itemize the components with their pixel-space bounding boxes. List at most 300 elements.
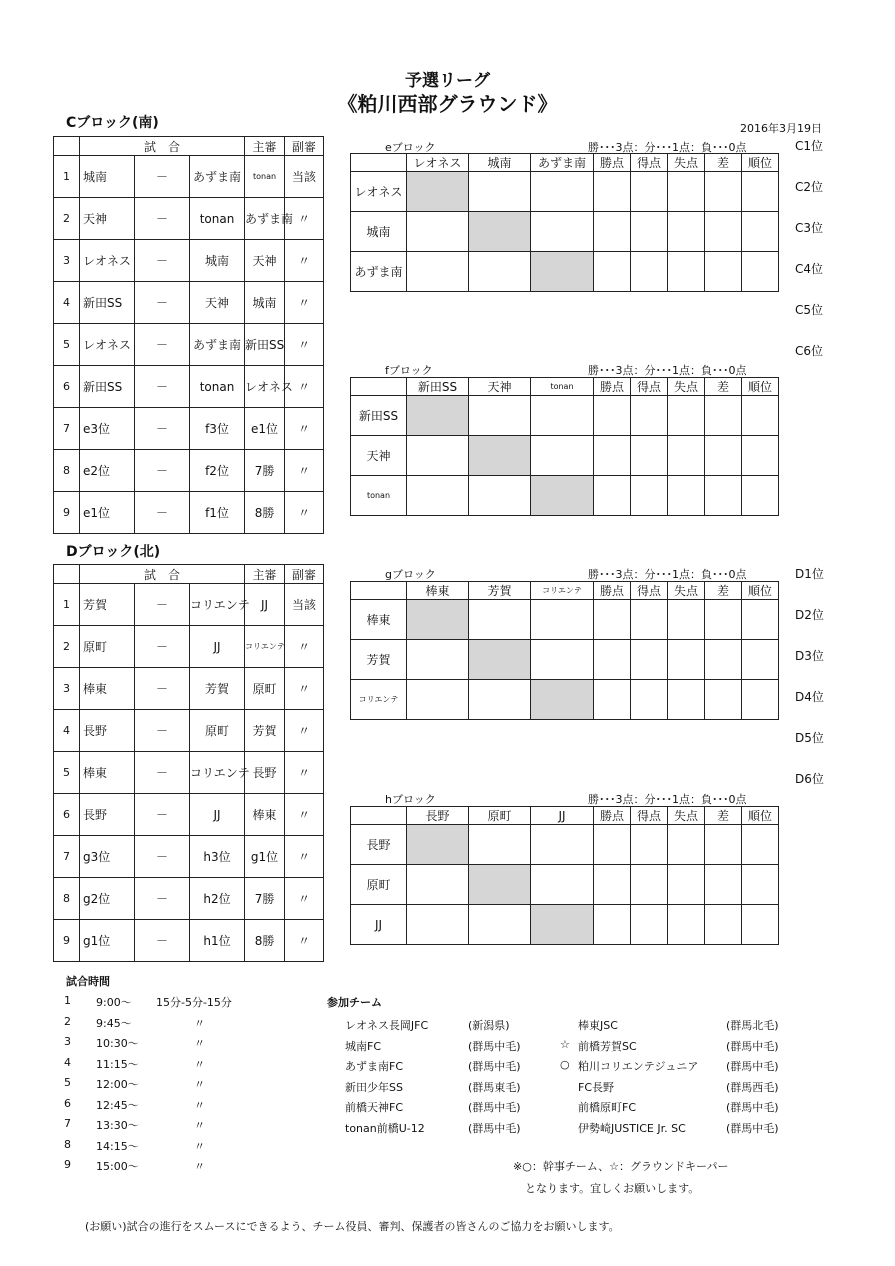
match-separator: － [135,584,190,626]
stat-header: 順位 [742,807,779,825]
match-separator: － [135,366,190,408]
stat-cell [705,640,742,680]
match-number: 5 [54,324,80,366]
away-team: コリエンテ [190,752,245,794]
legend-line-1: ※○：幹事チーム、☆：グラウンドキーパー [513,1160,729,1173]
stat-cell [631,640,668,680]
team-column-header: 原町 [469,807,531,825]
stat-cell [668,436,705,476]
match-number: 1 [54,156,80,198]
result-cell [469,905,531,945]
participant-region: (群馬中毛) [726,1039,779,1053]
team-row-header: JJ [351,905,407,945]
team-row-header: 芳賀 [351,640,407,680]
match-number: 1 [54,584,80,626]
stat-cell [742,905,779,945]
match-separator: － [135,710,190,752]
stat-cell [705,436,742,476]
participant-region: (群馬中毛) [726,1121,779,1135]
stat-header: 失点 [668,154,705,172]
match-separator: － [135,492,190,534]
home-team: 城南 [80,156,135,198]
chief-referee: 7勝 [245,878,285,920]
league-row [351,600,779,640]
team-column-header: tonan [531,378,594,396]
stat-cell [594,640,631,680]
schedule-number: 1 [64,994,71,1007]
team-row-header: レオネス [351,172,407,212]
schedule-number: 3 [64,1035,71,1048]
g-points-rule: 勝･･･3点：分･･･1点：負･･･0点 [588,568,747,581]
stat-cell [631,476,668,516]
result-cell [407,252,469,292]
participant-name: 新田少年SS [345,1080,403,1094]
away-team: tonan [190,198,245,240]
schedule-note: 〃 [194,1139,205,1153]
participant-name: 前橋原町FC [578,1101,637,1114]
team-column-header: 新田SS [407,378,469,396]
chief-referee: JJ [245,584,285,626]
sub-referee: 〃 [285,794,324,836]
league-row [351,252,779,292]
team-column-header: JJ [531,807,594,825]
result-cell [407,680,469,720]
result-cell [531,436,594,476]
stat-cell [705,680,742,720]
stat-header: 得点 [631,378,668,396]
stat-cell [631,680,668,720]
f-points-rule: 勝･･･3点：分･･･1点：負･･･0点 [588,364,747,377]
away-team: あずま南 [190,324,245,366]
schedule-number: 4 [64,1055,71,1069]
home-team: レオネス [80,240,135,282]
league-row [351,436,779,476]
position-label: C5位 [795,303,824,317]
home-team: 芳賀 [80,584,135,626]
diagonal-cell [407,172,469,212]
result-cell [531,640,594,680]
stat-header: 順位 [742,378,779,396]
position-label: C1位 [795,139,824,153]
stat-cell [668,172,705,212]
match-separator: － [135,752,190,794]
stat-cell [668,680,705,720]
chief-referee: 原町 [245,668,285,710]
schedule-number: 8 [64,1137,71,1151]
stat-header: 得点 [631,582,668,600]
request-note: (お願い)試合の進行をスムースにできるよう、チーム役員、審判、保護者の皆さんのご協力をお願いします。 [85,1220,620,1233]
result-cell [469,252,531,292]
position-label: D5位 [795,731,824,745]
match-row [54,240,324,282]
stat-header: 勝点 [594,378,631,396]
c-block-title: Cブロック(南) [66,115,159,131]
participant-region: (群馬東毛) [468,1080,521,1094]
stat-cell [742,172,779,212]
match-row [54,366,324,408]
schedule-note: 〃 [194,1119,205,1132]
home-team: 原町 [80,626,135,668]
stat-cell [742,476,779,516]
result-cell [531,825,594,865]
sub-referee: 〃 [285,878,324,920]
match-row [54,920,324,962]
header-match: 試 合 [80,137,245,156]
schedule-time: 12:45～ [96,1098,139,1112]
position-label: D6位 [795,772,824,786]
participant-region: (群馬中毛) [468,1121,521,1135]
match-separator: － [135,450,190,492]
chief-referee: あずま南 [245,198,285,240]
away-team: あずま南 [190,156,245,198]
participant-name: 伊勢崎JUSTICE Jr. SC [578,1121,686,1135]
schedule-note: 〃 [194,1016,205,1030]
page-title: 予選リーグ [405,71,490,91]
stat-cell [594,680,631,720]
corner-cell [351,807,407,825]
schedule-note: 〃 [194,1078,205,1091]
stat-cell [742,436,779,476]
home-team: e2位 [80,450,135,492]
league-row [351,172,779,212]
sub-referee: 〃 [285,408,324,450]
sub-referee: 〃 [285,752,324,794]
stat-cell [631,252,668,292]
result-cell [469,396,531,436]
sub-referee: 〃 [285,324,324,366]
result-cell [469,680,531,720]
result-cell [531,172,594,212]
match-separator: － [135,794,190,836]
away-team: 城南 [190,240,245,282]
diagonal-cell [469,640,531,680]
stat-cell [594,905,631,945]
match-number: 2 [54,198,80,240]
stat-cell [631,436,668,476]
stat-cell [705,825,742,865]
chief-referee: 8勝 [245,492,285,534]
away-team: 芳賀 [190,668,245,710]
team-row-header: 棒東 [351,600,407,640]
e-points-rule: 勝･･･3点：分･･･1点：負･･･0点 [588,141,747,154]
match-number: 8 [54,878,80,920]
participant-name: FC長野 [578,1080,615,1094]
match-separator: － [135,920,190,962]
stat-cell [668,825,705,865]
position-label: D1位 [795,567,824,581]
team-row-header: tonan [351,476,407,516]
match-row [54,836,324,878]
match-separator: － [135,836,190,878]
home-team: 新田SS [80,366,135,408]
schedule-title: 試合時間 [66,975,110,988]
stat-cell [631,396,668,436]
sub-referee: 〃 [285,282,324,324]
match-separator: － [135,878,190,920]
position-label: C4位 [795,262,824,276]
diagonal-cell [469,212,531,252]
match-number: 6 [54,794,80,836]
stat-header: 差 [705,378,742,396]
stat-cell [594,396,631,436]
sub-referee: 〃 [285,920,324,962]
diagonal-cell [407,396,469,436]
date: 2016年3月19日 [740,122,822,135]
e-league-table [350,153,779,292]
home-team: レオネス [80,324,135,366]
result-cell [407,865,469,905]
position-label: D3位 [795,649,824,663]
diagonal-cell [469,865,531,905]
participant-mark: ☆ [560,1037,570,1051]
sub-referee: 〃 [285,198,324,240]
stat-cell [705,865,742,905]
stat-cell [742,396,779,436]
stat-header: 順位 [742,154,779,172]
position-label: D4位 [795,690,824,704]
chief-referee: e1位 [245,408,285,450]
match-row [54,626,324,668]
team-column-header: コリエンテ [531,582,594,600]
team-row-header: あずま南 [351,252,407,292]
sub-referee: 当該 [285,156,324,198]
schedule-time: 9:00～ [96,996,132,1009]
league-row [351,212,779,252]
f-league-table [350,377,779,516]
league-row [351,476,779,516]
match-number: 7 [54,836,80,878]
stat-cell [668,212,705,252]
team-column-header: 芳賀 [469,582,531,600]
home-team: e3位 [80,408,135,450]
participant-name: あずま南FC [345,1060,404,1073]
participant-region: (群馬中毛) [468,1101,521,1114]
league-row [351,680,779,720]
result-cell [469,825,531,865]
sub-referee: 〃 [285,836,324,878]
stat-cell [594,865,631,905]
c-match-table [53,136,324,534]
match-number: 2 [54,626,80,668]
result-cell [407,640,469,680]
stat-cell [742,600,779,640]
stat-cell [594,212,631,252]
match-row [54,668,324,710]
stat-cell [631,825,668,865]
schedule-note: 〃 [194,1160,205,1173]
result-cell [531,396,594,436]
diagonal-cell [531,680,594,720]
league-row [351,640,779,680]
match-number: 3 [54,668,80,710]
header-blank [54,565,80,584]
home-team: 天神 [80,198,135,240]
chief-referee: tonan [245,156,285,198]
stat-cell [631,172,668,212]
chief-referee: g1位 [245,836,285,878]
match-separator: － [135,626,190,668]
match-number: 7 [54,408,80,450]
league-row [351,865,779,905]
schedule-time: 15:00～ [96,1160,139,1173]
h-points-rule: 勝･･･3点：分･･･1点：負･･･0点 [588,793,747,806]
d-block-title: Dブロック(北) [66,544,161,560]
corner-cell [351,582,407,600]
match-row [54,878,324,920]
stat-cell [668,396,705,436]
header-chief: 主審 [245,137,285,156]
chief-referee: レオネス [245,366,285,408]
match-number: 4 [54,710,80,752]
sub-referee: 〃 [285,450,324,492]
h-league-table [350,806,779,945]
result-cell [469,600,531,640]
schedule-time: 9:45～ [96,1016,132,1030]
diagonal-cell [469,436,531,476]
match-number: 8 [54,450,80,492]
schedule-note: 〃 [194,1037,205,1050]
stat-cell [742,252,779,292]
stat-cell [705,172,742,212]
position-label: C3位 [795,221,824,235]
match-separator: － [135,156,190,198]
result-cell [407,905,469,945]
sub-referee: 〃 [285,366,324,408]
stat-cell [594,252,631,292]
match-row [54,752,324,794]
result-cell [531,600,594,640]
participant-name: 粕川コリエンテジュニア [578,1060,699,1073]
schedule-note: 〃 [194,1057,205,1071]
stat-header: 失点 [668,378,705,396]
sub-referee: 〃 [285,240,324,282]
match-separator: － [135,324,190,366]
participant-name: 城南FC [345,1039,382,1053]
participant-name: 前橋芳賀SC [578,1039,637,1053]
match-separator: － [135,282,190,324]
stat-header: 順位 [742,582,779,600]
header-sub: 副審 [285,137,324,156]
participant-region: (群馬西毛) [726,1080,779,1094]
sub-referee: 〃 [285,710,324,752]
diagonal-cell [531,252,594,292]
stat-cell [668,905,705,945]
stat-header: 差 [705,807,742,825]
match-separator: － [135,668,190,710]
team-column-header: 天神 [469,378,531,396]
h-league-title: hブロック [385,793,436,806]
header-chief: 主審 [245,565,285,584]
stat-cell [705,600,742,640]
header-blank [54,137,80,156]
team-row-header: 原町 [351,865,407,905]
position-label: C6位 [795,344,824,358]
sub-referee: 当該 [285,584,324,626]
participants-title: 参加チーム [327,996,382,1009]
team-row-header: 城南 [351,212,407,252]
stat-header: 勝点 [594,807,631,825]
result-cell [469,476,531,516]
home-team: g2位 [80,878,135,920]
stat-header: 失点 [668,582,705,600]
match-row [54,492,324,534]
match-row [54,282,324,324]
stat-cell [668,600,705,640]
stat-header: 勝点 [594,154,631,172]
team-column-header: 長野 [407,807,469,825]
result-cell [407,476,469,516]
chief-referee: 芳賀 [245,710,285,752]
away-team: h3位 [190,836,245,878]
result-cell [407,212,469,252]
team-row-header: 天神 [351,436,407,476]
schedule-number: 6 [64,1096,71,1110]
g-league-title: gブロック [385,568,436,581]
match-number: 6 [54,366,80,408]
team-column-header: レオネス [407,154,469,172]
position-label: C2位 [795,180,824,194]
stat-cell [668,640,705,680]
match-row [54,198,324,240]
away-team: 原町 [190,710,245,752]
match-row [54,710,324,752]
sub-referee: 〃 [285,668,324,710]
stat-header: 得点 [631,154,668,172]
stat-cell [594,600,631,640]
match-number: 3 [54,240,80,282]
diagonal-cell [531,905,594,945]
chief-referee: 長野 [245,752,285,794]
sub-referee: 〃 [285,492,324,534]
participant-region: (群馬中毛) [468,1060,521,1073]
stat-header: 勝点 [594,582,631,600]
home-team: 長野 [80,710,135,752]
stat-cell [668,252,705,292]
team-row-header: コリエンテ [351,680,407,720]
match-row [54,156,324,198]
stat-cell [631,905,668,945]
away-team: tonan [190,366,245,408]
result-cell [469,172,531,212]
schedule-note: 〃 [194,1098,205,1112]
participant-name: レオネス長岡JFC [345,1019,429,1032]
stat-cell [594,436,631,476]
match-number: 5 [54,752,80,794]
participant-region: (群馬中毛) [726,1101,779,1114]
schedule-number: 9 [64,1158,71,1171]
header-sub: 副審 [285,565,324,584]
away-team: JJ [190,626,245,668]
home-team: 棒東 [80,752,135,794]
team-row-header: 新田SS [351,396,407,436]
stat-cell [631,600,668,640]
diagonal-cell [407,825,469,865]
participant-region: (群馬中毛) [468,1039,521,1053]
position-label: D2位 [795,608,824,622]
sub-referee: 〃 [285,626,324,668]
d-match-table [53,564,324,962]
match-separator: － [135,408,190,450]
stat-cell [631,212,668,252]
home-team: 新田SS [80,282,135,324]
team-row-header: 長野 [351,825,407,865]
stat-cell [705,252,742,292]
result-cell [531,865,594,905]
stat-cell [742,865,779,905]
stat-cell [742,212,779,252]
stat-cell [742,680,779,720]
chief-referee: 8勝 [245,920,285,962]
